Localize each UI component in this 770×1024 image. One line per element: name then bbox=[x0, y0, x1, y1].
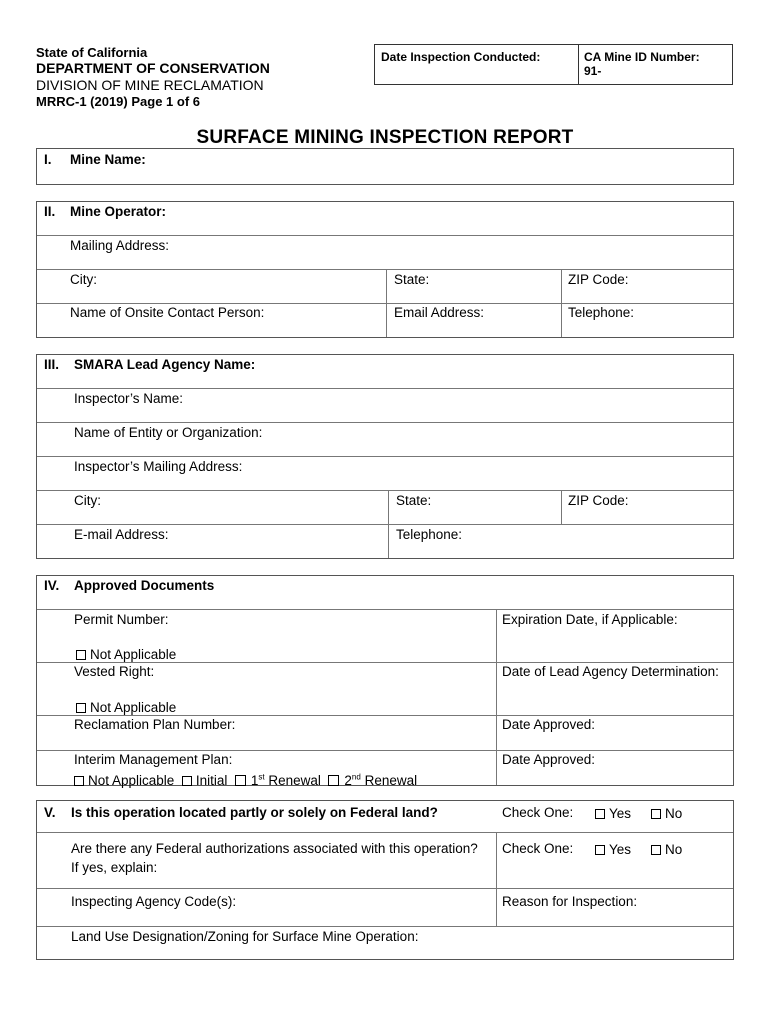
inspector-phone-field[interactable]: Telephone: bbox=[396, 527, 463, 542]
operator-phone-field[interactable]: Telephone: bbox=[568, 305, 635, 320]
inspection-id-box bbox=[374, 44, 733, 85]
checkbox-icon bbox=[595, 809, 605, 819]
checkbox-icon bbox=[182, 776, 192, 786]
form-id: MRRC-1 (2019) Page 1 of 6 bbox=[36, 94, 200, 109]
federal-authorization-question: Are there any Federal authorizations associated with this operation? bbox=[71, 841, 478, 856]
authorization-yes-checkbox[interactable]: Yes bbox=[595, 842, 631, 858]
federal-land-question: Is this operation located partly or solely on Federal land? bbox=[71, 805, 438, 820]
checkbox-icon bbox=[76, 650, 86, 660]
section-approved-documents bbox=[36, 575, 734, 786]
section-mine-name bbox=[36, 148, 734, 185]
agency-code-field[interactable]: Inspecting Agency Code(s): bbox=[71, 894, 237, 909]
approved-documents-heading: Approved Documents bbox=[74, 578, 215, 593]
inspector-zip-field[interactable]: ZIP Code: bbox=[568, 493, 629, 508]
section-number: I. bbox=[44, 152, 52, 167]
lead-agency-field[interactable]: SMARA Lead Agency Name: bbox=[74, 357, 256, 372]
section-lead-agency bbox=[36, 354, 734, 559]
checkbox-icon bbox=[328, 775, 339, 786]
interim-plan-field[interactable]: Interim Management Plan: bbox=[74, 752, 233, 767]
checkbox-icon bbox=[651, 809, 661, 819]
land-use-field[interactable]: Land Use Designation/Zoning for Surface Mine Operation: bbox=[71, 929, 419, 944]
reclamation-plan-field[interactable]: Reclamation Plan Number: bbox=[74, 717, 236, 732]
federal-check-label: Check One: bbox=[502, 805, 574, 820]
interim-first-renewal-checkbox[interactable]: 1st Renewal bbox=[235, 773, 321, 788]
interim-date-field[interactable]: Date Approved: bbox=[502, 752, 596, 767]
mine-id-field[interactable]: CA Mine ID Number: bbox=[584, 50, 700, 64]
operator-mailing-field[interactable]: Mailing Address: bbox=[70, 238, 170, 253]
authorization-no-checkbox[interactable]: No bbox=[651, 842, 682, 858]
permit-number-field[interactable]: Permit Number: bbox=[74, 612, 169, 627]
interim-not-applicable-checkbox[interactable]: Not Applicable bbox=[74, 773, 174, 788]
page-title: SURFACE MINING INSPECTION REPORT bbox=[196, 127, 574, 148]
authorization-check-label: Check One: bbox=[502, 841, 574, 856]
section-number: V. bbox=[44, 805, 56, 820]
interim-options bbox=[74, 769, 417, 789]
federal-yes-checkbox[interactable]: Yes bbox=[595, 806, 631, 822]
department-label: DEPARTMENT OF CONSERVATION bbox=[36, 60, 270, 76]
section-mine-operator bbox=[36, 201, 734, 338]
date-inspection-field[interactable]: Date Inspection Conducted: bbox=[381, 50, 541, 64]
inspector-state-field[interactable]: State: bbox=[396, 493, 432, 508]
checkbox-icon bbox=[235, 775, 246, 786]
section-federal bbox=[36, 800, 734, 960]
vested-not-applicable-checkbox[interactable]: Not Applicable bbox=[76, 700, 176, 716]
vested-right-field[interactable]: Vested Right: bbox=[74, 664, 155, 679]
division-label: DIVISION OF MINE RECLAMATION bbox=[36, 77, 264, 93]
operator-city-field[interactable]: City: bbox=[70, 272, 97, 287]
checkbox-icon bbox=[74, 776, 84, 786]
operator-email-field[interactable]: Email Address: bbox=[394, 305, 485, 320]
lead-agency-date-field[interactable]: Date of Lead Agency Determination: bbox=[502, 664, 719, 679]
section-number: III. bbox=[44, 357, 60, 372]
section-number: II. bbox=[44, 204, 56, 219]
mine-operator-field[interactable]: Mine Operator: bbox=[70, 204, 167, 219]
checkbox-icon bbox=[76, 703, 86, 713]
operator-state-field[interactable]: State: bbox=[394, 272, 430, 287]
onsite-contact-field[interactable]: Name of Onsite Contact Person: bbox=[70, 305, 265, 320]
mine-id-prefix: 91- bbox=[584, 64, 602, 78]
interim-initial-checkbox[interactable]: Initial bbox=[182, 773, 228, 788]
inspector-name-field[interactable]: Inspector’s Name: bbox=[74, 391, 184, 406]
inspector-mailing-field[interactable]: Inspector’s Mailing Address: bbox=[74, 459, 243, 474]
checkbox-icon bbox=[595, 845, 605, 855]
federal-no-checkbox[interactable]: No bbox=[651, 806, 682, 822]
inspection-reason-field[interactable]: Reason for Inspection: bbox=[502, 894, 638, 909]
permit-not-applicable-checkbox[interactable]: Not Applicable bbox=[76, 647, 176, 663]
mine-name-field[interactable]: Mine Name: bbox=[70, 152, 146, 167]
reclamation-date-field[interactable]: Date Approved: bbox=[502, 717, 596, 732]
expiration-date-field[interactable]: Expiration Date, if Applicable: bbox=[502, 612, 678, 627]
section-number: IV. bbox=[44, 578, 60, 593]
inspector-email-field[interactable]: E-mail Address: bbox=[74, 527, 169, 542]
interim-second-renewal-checkbox[interactable]: 2nd Renewal bbox=[328, 773, 417, 788]
explain-field[interactable]: If yes, explain: bbox=[71, 860, 158, 875]
state-label: State of California bbox=[36, 45, 148, 60]
operator-zip-field[interactable]: ZIP Code: bbox=[568, 272, 629, 287]
inspector-city-field[interactable]: City: bbox=[74, 493, 101, 508]
entity-name-field[interactable]: Name of Entity or Organization: bbox=[74, 425, 263, 440]
checkbox-icon bbox=[651, 845, 661, 855]
